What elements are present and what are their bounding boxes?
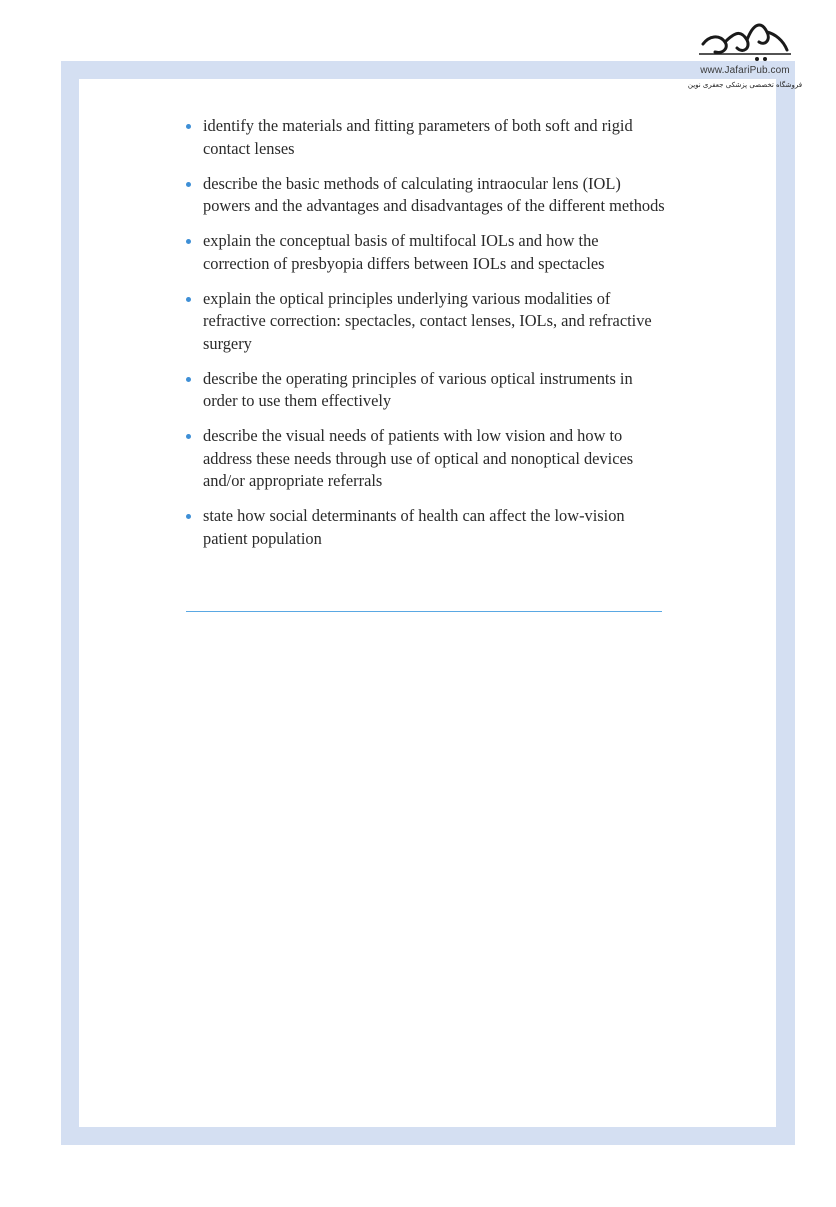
list-item (186, 368, 666, 413)
bullet-icon (186, 434, 191, 439)
section-divider (186, 611, 662, 612)
publisher-watermark (680, 14, 810, 100)
list-item (186, 115, 666, 160)
objective-text: explain the optical principles underlying various modalities of refractive correction: spectacles, contact lenses, IOLs, and refractive surgery (203, 288, 652, 353)
list-item (186, 425, 666, 493)
list-item (186, 505, 666, 550)
bullet-icon (186, 182, 191, 187)
learning-objectives-list (186, 115, 666, 563)
objective-text: state how social determinants of health can affect the low-vision patient population (203, 506, 625, 548)
objective-text: describe the operating principles of various optical instruments in order to use them effectively (203, 368, 633, 410)
bullet-icon (186, 514, 191, 519)
bullet-icon (186, 297, 191, 302)
list-item (186, 288, 666, 356)
publisher-logo-icon (695, 14, 795, 64)
list-item (186, 173, 666, 218)
publisher-url: www.JafariPub.com (700, 65, 790, 76)
bullet-icon (186, 239, 191, 244)
objective-text: explain the conceptual basis of multifocal IOLs and how the correction of presbyopia differs between IOLs and spectacles (203, 231, 605, 273)
publisher-tagline: فروشگاه تخصصی پزشکی جعفری نوین (687, 81, 803, 89)
bullet-icon (186, 124, 191, 129)
list-item (186, 230, 666, 275)
bullet-icon (186, 377, 191, 382)
objective-text: describe the basic methods of calculating intraocular lens (IOL) powers and the advantages and disadvantages of the different methods (203, 173, 665, 215)
objective-text: identify the materials and fitting parameters of both soft and rigid contact lenses (203, 116, 633, 158)
objective-text: describe the visual needs of patients with low vision and how to address these needs through use of optical and nonoptical devices and/or appropriate referrals (203, 426, 634, 490)
